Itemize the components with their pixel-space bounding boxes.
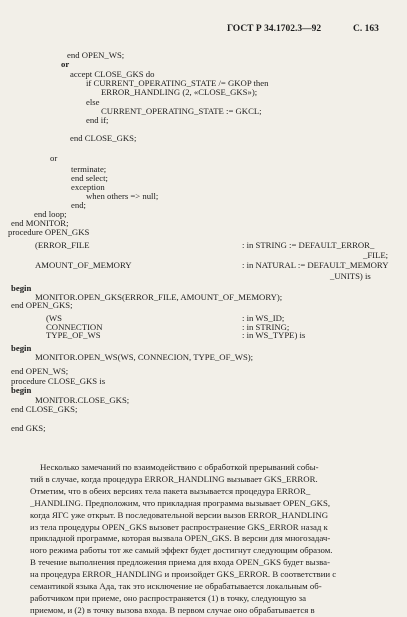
code-line: AMOUNT_OF_MEMORY [35, 260, 132, 270]
code-line: (ERROR_FILE [35, 240, 90, 250]
code-line: end; [71, 200, 86, 210]
code-line: : in STRING := DEFAULT_ERROR_ [242, 240, 375, 250]
paragraph-line: В течение выполнения предложения приема для входа OPEN_GKS будет вызва- [30, 557, 330, 568]
code-line: CONNECTION [46, 322, 103, 332]
code-line: end loop; [34, 209, 67, 219]
code-line: end OPEN_WS; [67, 50, 125, 60]
code-line: : in NATURAL := DEFAULT_MEMORY [242, 260, 389, 270]
code-line: (WS [46, 313, 62, 323]
code-line: else [86, 97, 100, 107]
paragraph-line: тий в случае, когда процедура ERROR_HANDLING вызывает GKS_ERROR. [30, 473, 318, 484]
code-line: begin [11, 385, 32, 395]
paragraph-line: _HANDLING. Предположим, что прикладная программа вызывает OPEN_GKS, [30, 497, 331, 508]
code-line: end GKS; [11, 423, 46, 433]
code-line: : in STRING; [242, 322, 290, 332]
code-line: TYPE_OF_WS [46, 330, 101, 340]
code-line: end if; [86, 115, 109, 125]
page-number: С. 163 [353, 24, 379, 34]
paragraph-line: ного режима работы тот же самый эффект будет достигнут следующим образом. [30, 545, 333, 556]
code-line: if CURRENT_OPERATING_STATE /= GKOP then [86, 78, 269, 88]
code-line: end OPEN_GKS; [11, 300, 73, 310]
body-paragraph [30, 462, 386, 617]
code-line: end MONITOR; [11, 218, 69, 228]
paragraph-line: прикладной программе, которая вызвала OPEN_GKS. В версии для многозадач- [30, 533, 331, 544]
code-line: end CLOSE_GKS; [70, 133, 137, 143]
paragraph-line: когда ЯГС уже открыт. В последовательной версии вызов ERROR_HANDLING [30, 509, 329, 520]
code-line: accept CLOSE_GKS do [70, 69, 155, 79]
standard-number: ГОСТ Р 34.1702.3—92 [227, 24, 322, 34]
code-line: : in WS_TYPE) is [242, 330, 306, 340]
code-line: MONITOR.OPEN_GKS(ERROR_FILE, AMOUNT_OF_MEMORY); [35, 292, 283, 302]
code-line: procedure CLOSE_GKS is [11, 376, 106, 386]
code-line: exception [71, 182, 105, 192]
code-line: end CLOSE_GKS; [11, 404, 78, 414]
paragraph-line: из тела процедуры OPEN_GKS вызовет распространение GKS_ERROR назад к [30, 521, 328, 532]
code-line: end select; [71, 173, 108, 183]
code-line: : in WS_ID; [242, 313, 285, 323]
code-line: when others => null; [86, 191, 159, 201]
code-line: or [50, 153, 58, 163]
paragraph-line: Отметим, что в обеих версиях тела пакета вызывается процедура ERROR_ [30, 485, 311, 496]
code-line: MONITOR.CLOSE_GKS; [35, 395, 130, 405]
code-line: MONITOR.OPEN_WS(WS, CONNECION, TYPE_OF_WS); [35, 352, 254, 362]
code-line: begin [11, 283, 32, 293]
paragraph-line: семантикой языка Ада, так это исключение не обрабатывается локальным об- [30, 581, 322, 592]
code-line: or [61, 59, 70, 69]
code-line: begin [11, 343, 32, 353]
code-line: CURRENT_OPERATING_STATE := GKCL; [101, 106, 262, 116]
code-line: _UNITS) is [330, 271, 371, 281]
code-line: terminate; [71, 164, 107, 174]
code-line: _FILE; [363, 250, 389, 260]
paragraph-line: приемом, и (2) в точку вызова входа. В первом случае оно обрабатывается в [30, 604, 315, 615]
code-line: ERROR_HANDLING (2, «CLOSE_GKS»); [101, 87, 258, 97]
code-line: end OPEN_WS; [11, 366, 69, 376]
code-line: procedure OPEN_GKS [8, 227, 90, 237]
paragraph-line: работчиком при приеме, оно распространяется (1) в точку, следующую за [30, 592, 307, 603]
paragraph-line: Несколько замечаний по взаимодействию с обработкой прерываний собы- [40, 462, 319, 472]
paragraph-line: на процедура ERROR_HANDLING и произойдет GKS_ERROR. В соответствии с [30, 569, 337, 580]
